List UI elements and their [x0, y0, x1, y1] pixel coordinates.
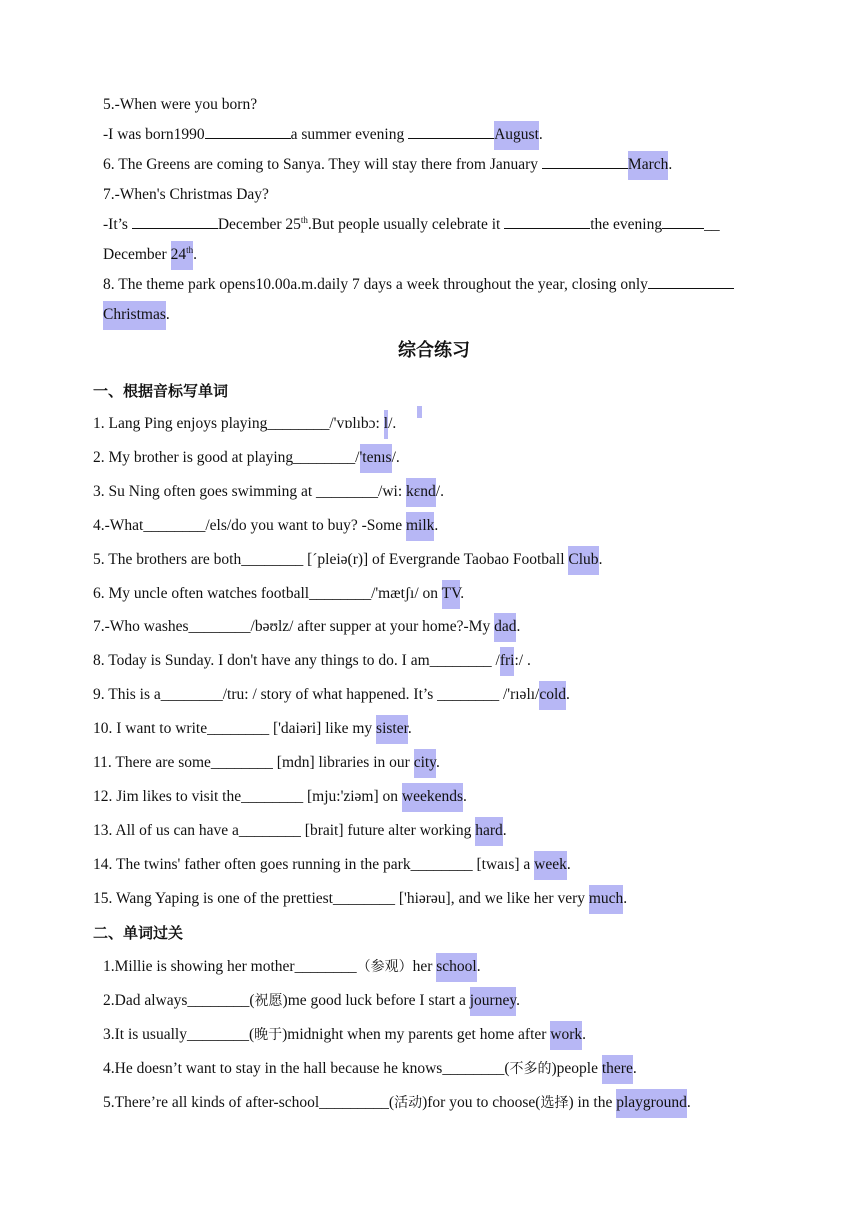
answer-blank[interactable]: [542, 156, 628, 169]
highlighted-word: kɛnd: [406, 478, 436, 507]
highlighted-word: much: [589, 885, 623, 914]
item-text: 10. I want to write________ ['daiəri] like my: [93, 720, 377, 738]
item-text: 1.Millie is showing her mother________: [103, 958, 357, 975]
item-text: )for you to choose(: [422, 1093, 541, 1111]
exercise-item: [93, 720, 412, 738]
item-text-end: /.: [391, 448, 400, 466]
item-text: .: [686, 1093, 691, 1111]
item-text-end: .: [566, 855, 571, 873]
page-title: 综合练习: [398, 340, 470, 361]
item-text: 4.He doesn’t want to stay in the hall because he knows________(: [103, 1059, 510, 1077]
question-7-answer-line: [103, 216, 720, 234]
item-text: 5.There’re all kinds of after-school_________(: [103, 1093, 395, 1111]
item-text: 3. Su Ning often goes swimming at ________/wi:: [93, 482, 407, 500]
highlighted-word: hard: [475, 817, 503, 846]
exercise-item: [93, 652, 531, 670]
q5-text-b: a summer evening: [290, 126, 409, 143]
item-text: 5. The brothers are both________ [´pleiə(r)] of Evergrande Taobao Football: [93, 550, 569, 568]
question-5-prompt: [103, 96, 257, 114]
item-text-end: /.: [388, 415, 397, 432]
item-text: 2.Dad always________(: [103, 991, 255, 1009]
question-8: [103, 276, 734, 294]
exercise-item: [93, 449, 400, 467]
item-text: her: [412, 958, 437, 975]
chinese-hint: 晚于: [254, 1026, 283, 1043]
exercise-item: [93, 483, 444, 501]
item-text: 9. This is a________/tru: / story of what happened. It’s ________ /'rıəlı/: [93, 686, 540, 704]
item-text-end: .: [566, 686, 570, 704]
exercise-item: [103, 1092, 691, 1112]
highlighted-word: weekends: [402, 783, 463, 812]
q7-text-d: the evening: [590, 216, 663, 233]
item-text: )people: [551, 1059, 602, 1077]
chinese-hint: 祝愿: [254, 992, 283, 1009]
item-text: 3.It is usually________(: [103, 1025, 255, 1043]
item-text: )midnight when my parents get home after: [282, 1025, 551, 1043]
item-text: 1. Lang Ping enjoys playing________/'vɒlıbɔ:: [93, 415, 384, 432]
highlighted-word: week: [534, 851, 567, 880]
q7-text-c: .But people usually celebrate it: [307, 216, 505, 233]
q5-text-a: -I was born1990: [103, 126, 205, 143]
highlighted-word: milk: [406, 512, 434, 541]
highlighted-word: journey: [470, 987, 516, 1016]
highlighted-word: 24th: [171, 241, 194, 270]
item-text: 13. All of us can have a________ [brait] future alter working: [93, 821, 476, 839]
item-text-end: .: [463, 787, 467, 805]
highlighted-word: l: [384, 410, 388, 439]
item-text: .: [516, 991, 520, 1009]
exercise-item: [103, 1058, 637, 1078]
exercise-item: [93, 585, 464, 603]
item-text-end: /.: [435, 482, 444, 500]
item-text-end: .: [502, 821, 507, 839]
highlighted-word: August: [494, 121, 539, 150]
q8-text: 8. The theme park opens10.00a.m.daily 7 days a week throughout the year, closing only: [103, 276, 648, 293]
item-text: .: [632, 1059, 637, 1077]
q7-question: 7.-When's Christmas Day?: [103, 186, 269, 203]
exercise-item: [93, 551, 602, 569]
highlighted-word: March: [628, 151, 668, 180]
answer-blank[interactable]: [648, 276, 734, 289]
highlighted-word: Christmas: [103, 301, 166, 330]
item-text: 14. The twins' father often goes running in the park________ [twaıs] a: [93, 855, 535, 873]
question-6: 6. The Greens are coming to Sanya. They will stay there from January March.: [103, 156, 672, 174]
item-text: 15. Wang Yaping is one of the prettiest________ ['hiərəu], and we like her very: [93, 889, 589, 907]
exercise-item: [93, 856, 571, 874]
item-text: 6. My uncle often watches football________/'mætʃı/ on: [93, 584, 442, 602]
highlighted-word: there: [602, 1055, 633, 1084]
exercise-item: [93, 890, 627, 908]
item-text-end: .: [434, 516, 439, 534]
item-text-end: .: [435, 754, 440, 771]
exercise-item: [103, 956, 481, 976]
question-8-continuation: Christmas.: [103, 306, 170, 324]
question-7-prompt: [103, 186, 269, 204]
chinese-hint: 不多的: [509, 1060, 552, 1077]
item-text-end: .: [460, 584, 465, 602]
answer-blank[interactable]: [662, 216, 704, 229]
chinese-hint: （参观）: [356, 959, 413, 975]
item-text-end: :/ .: [514, 652, 531, 670]
item-text: 7.-Who washes________/bəʊlz/ after supper at your home?-My: [93, 618, 495, 636]
highlighted-word: dad: [494, 613, 516, 642]
item-text: 4.-What________/els/do you want to buy? -Some: [93, 516, 406, 534]
item-text: 12. Jim likes to visit the________ [mju:'ziəm] on: [93, 787, 402, 805]
item-text: ) in the: [568, 1093, 617, 1111]
highlighted-word: work: [550, 1021, 582, 1050]
highlighted-word: playground: [616, 1089, 687, 1118]
item-text-end: .: [598, 550, 603, 568]
exercise-item: [93, 686, 570, 704]
highlighted-word: city: [414, 749, 436, 778]
exercise-item: [93, 754, 440, 772]
highlighted-word: fri: [500, 647, 515, 676]
question-7-continuation: December 24th.: [103, 246, 197, 264]
answer-blank[interactable]: [132, 216, 218, 229]
exercise-item: [93, 415, 396, 433]
q6-text: 6. The Greens are coming to Sanya. They will stay there from January: [103, 156, 542, 173]
item-text: )me good luck before I start a: [282, 991, 470, 1009]
item-text: 11. There are some________ [mdn] libraries in our: [93, 754, 414, 771]
answer-blank[interactable]: [504, 216, 590, 229]
item-text-end: .: [623, 889, 628, 907]
highlighted-word: school: [436, 953, 476, 982]
item-text: 8. Today is Sunday. I don't have any things to do. I am________ /: [93, 652, 500, 670]
highlight-mark: [417, 406, 422, 418]
exercise-item: [93, 822, 507, 840]
q7-text-f: December: [103, 246, 171, 263]
chinese-hint: 选择: [540, 1094, 569, 1111]
exercise-item: [103, 1024, 586, 1044]
highlighted-word: cold: [539, 681, 566, 710]
exercise-item: [103, 990, 520, 1010]
answer-blank[interactable]: [408, 126, 494, 139]
highlighted-word: Club: [568, 546, 598, 575]
item-text-end: .: [407, 720, 412, 738]
q7-text-e: __: [704, 216, 720, 233]
item-text: .: [476, 958, 481, 975]
q7-text-b: December 25: [217, 216, 301, 233]
q7-text-a: -It’s: [103, 216, 132, 233]
chinese-hint: 活动: [394, 1094, 423, 1111]
question-5-answer-line: -I was born1990 a summer evening August.: [103, 126, 543, 144]
answer-blank[interactable]: [205, 126, 291, 139]
item-text-end: .: [516, 618, 521, 636]
item-text: .: [582, 1025, 587, 1043]
highlighted-word: sister: [376, 715, 408, 744]
exercise-item: [93, 517, 438, 535]
item-text: 2. My brother is good at playing________/: [93, 448, 360, 466]
exercise-item: [93, 788, 467, 806]
exercise-item: [93, 618, 520, 636]
section-1-heading: 一、根据音标写单词: [93, 382, 229, 400]
section-2-heading: 二、单词过关: [93, 924, 184, 942]
q5-question: 5.-When were you born?: [103, 96, 258, 113]
highlighted-word: 'tenıs: [360, 444, 392, 473]
highlighted-word: TV: [442, 580, 461, 609]
superscript: th: [300, 214, 308, 225]
